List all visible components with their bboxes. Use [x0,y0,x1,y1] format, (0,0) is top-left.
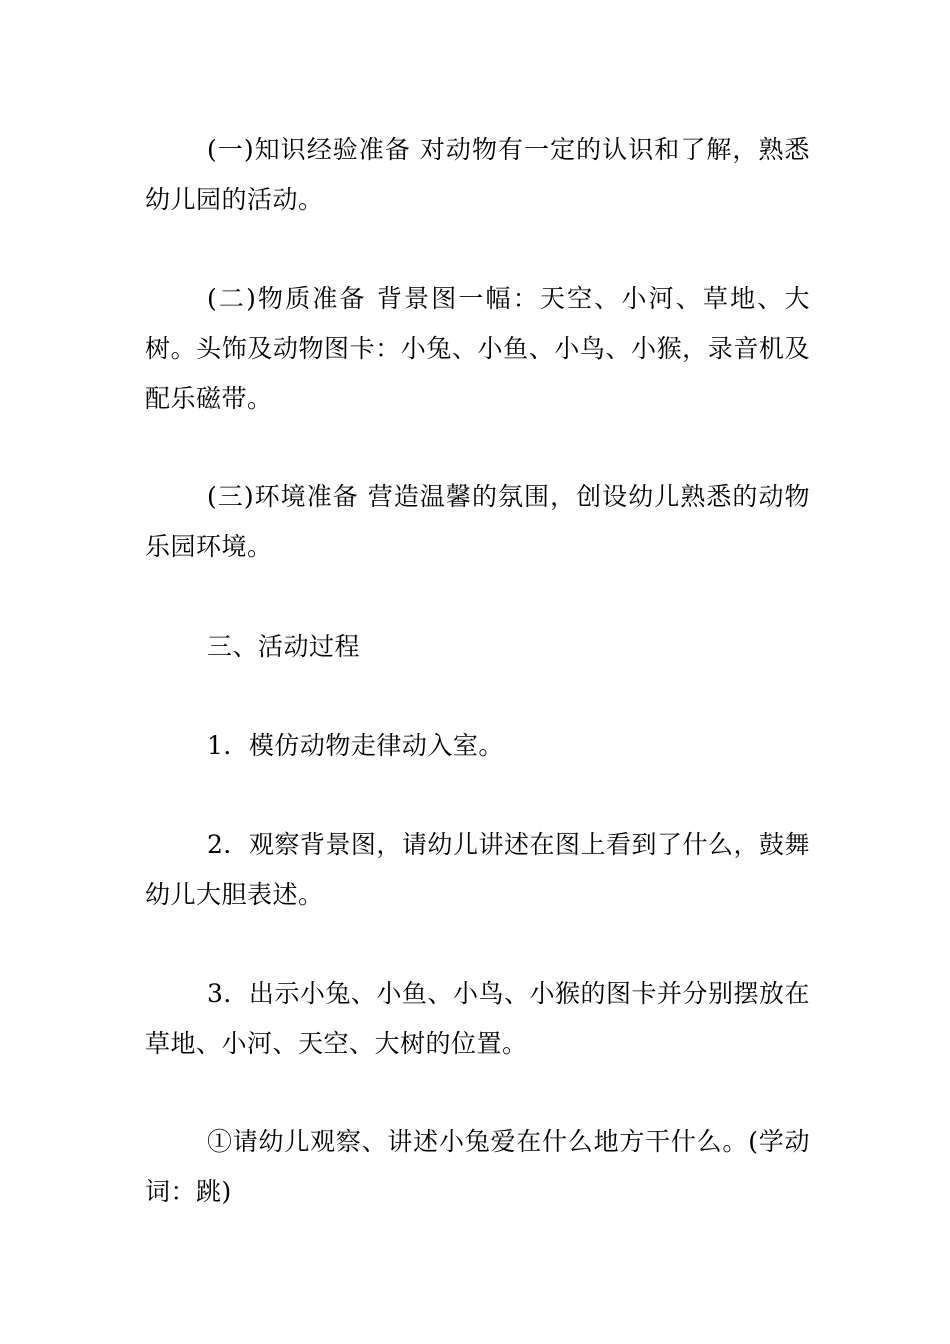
section-heading-activity-process: 三、活动过程 [207,632,361,661]
paragraph-step-2: 2．观察背景图，请幼儿讲述在图上看到了什么，鼓舞幼儿大胆表述。 [145,830,810,909]
paragraph-substep-1: ①请幼儿观察、讲述小兔爱在什么地方干什么。(学动词：跳) [145,1127,810,1206]
paragraph-material-preparation: (二)物质准备 背景图一幅：天空、小河、草地、大树。头饰及动物图卡：小兔、小鱼、小鸟、小猴，录音机及配乐磁带。 [145,284,810,413]
paragraph-knowledge-preparation: (一)知识经验准备 对动物有一定的认识和了解，熟悉幼儿园的活动。 [145,135,810,214]
paragraph-step-1: 1．模仿动物走律动入室。 [207,731,504,760]
paragraph-environment-preparation: (三)环境准备 营造温馨的氛围，创设幼儿熟悉的动物乐园环境。 [145,482,810,561]
paragraph-step-3: 3．出示小兔、小鱼、小鸟、小猴的图卡并分别摆放在草地、小河、天空、大树的位置。 [145,979,810,1058]
